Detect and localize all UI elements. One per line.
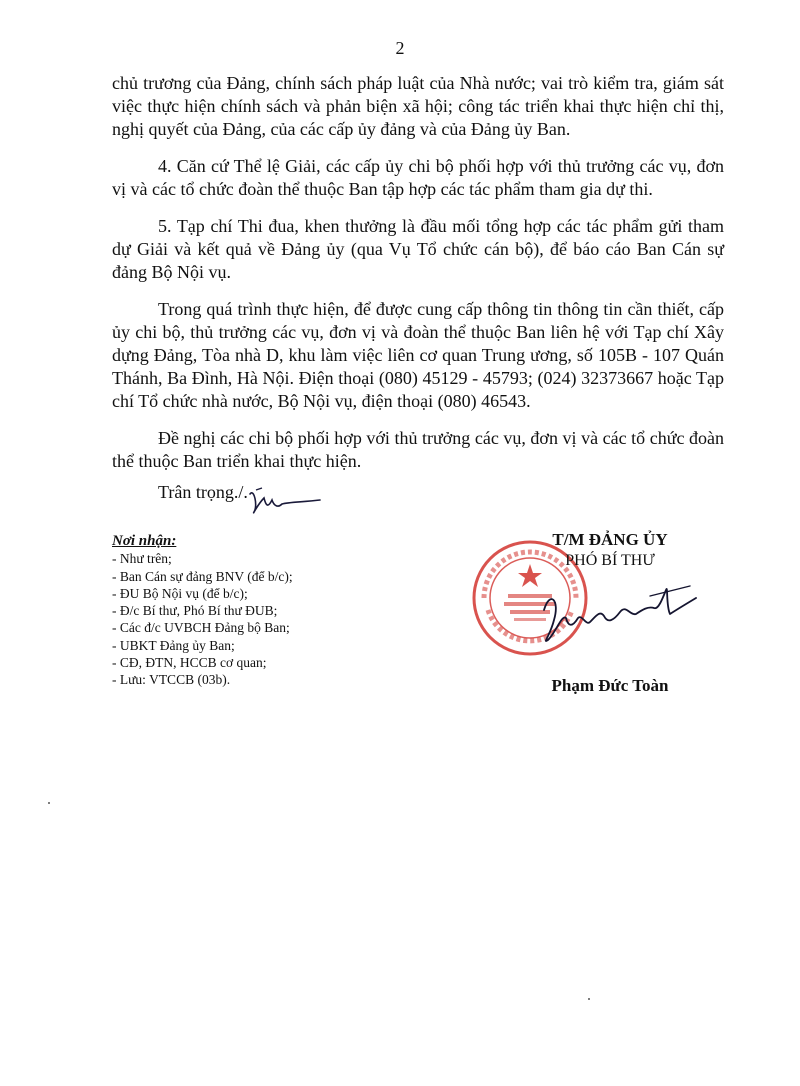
handwritten-signature-icon	[530, 570, 700, 660]
recipient-item: - Ban Cán sự đảng BNV (để b/c);	[112, 568, 293, 584]
initials-signature-icon	[244, 486, 324, 520]
recipient-item: - Đ/c Bí thư, Phó Bí thư ĐUB;	[112, 603, 278, 619]
document-body	[112, 72, 724, 487]
page-number: 2	[395, 38, 405, 58]
paragraph-request: Đề nghị các chi bộ phối hợp với thủ trưởng các vụ, đơn vị và các tổ chức đoàn thể thuộc Ban triển khai thực hiện.	[112, 428, 724, 471]
recipient-item: - UBKT Đảng ủy Ban;	[112, 637, 235, 653]
recipients-title: Nơi nhận:	[112, 533, 177, 549]
paragraph-item-5: 5. Tạp chí Thi đua, khen thưởng là đầu mối tổng hợp các tác phẩm gửi tham dự Giải và kết quả về Đảng ủy (qua Vụ Tổ chức cán bộ), để báo cáo Ban Cán sự đảng Bộ Nội vụ.	[112, 216, 724, 282]
recipient-item: - Lưu: VTCCB (03b).	[112, 672, 231, 688]
paragraph-continuation: chủ trương của Đảng, chính sách pháp luật của Nhà nước; vai trò kiểm tra, giám sát việc thực hiện chính sách và phản biện xã hội; công tác triển khai thực hiện chỉ thị, nghị quyết của Đảng, của các cấp ủy đảng và của Đảng ủy Ban.	[112, 73, 724, 139]
closing-line: Trân trọng./.	[158, 482, 248, 502]
recipient-item: - ĐU Bộ Nội vụ (để b/c);	[112, 585, 248, 601]
signature-block	[470, 530, 700, 710]
scan-speck	[588, 998, 590, 1000]
signature-organization: T/M ĐẢNG ỦY	[552, 530, 668, 549]
paragraph-contact: Trong quá trình thực hiện, để được cung cấp thông tin thông tin cần thiết, cấp ủy chi bộ, thủ trưởng các vụ, đơn vị và đoàn thể thuộc Ban liên hệ với Tạp chí Xây dựng Đảng, Tòa nhà D, khu làm việc liên cơ quan Trung ương, số 105B - 107 Quán Thánh, Ba Đình, Hà Nội. Điện thoại (080) 45129 - 45793; (024) 32373667 hoặc Tạp chí Tổ chức nhà nước, Bộ Nội vụ, điện thoại (080) 46543.	[112, 299, 724, 411]
scan-speck	[48, 802, 50, 804]
signer-name: Phạm Đức Toàn	[551, 676, 669, 695]
signature-position: PHÓ BÍ THƯ	[565, 552, 655, 569]
recipient-item: - CĐ, ĐTN, HCCB cơ quan;	[112, 655, 267, 671]
recipients-list	[112, 533, 293, 689]
paragraph-item-4: 4. Căn cứ Thể lệ Giải, các cấp ủy chi bộ phối hợp với thủ trưởng các vụ, đơn vị và các tổ chức đoàn thể thuộc Ban tập hợp các tác phẩm tham gia dự thi.	[112, 156, 724, 199]
recipient-item: - Các đ/c UVBCH Đảng bộ Ban;	[112, 620, 290, 636]
recipient-item: - Như trên;	[112, 551, 172, 567]
